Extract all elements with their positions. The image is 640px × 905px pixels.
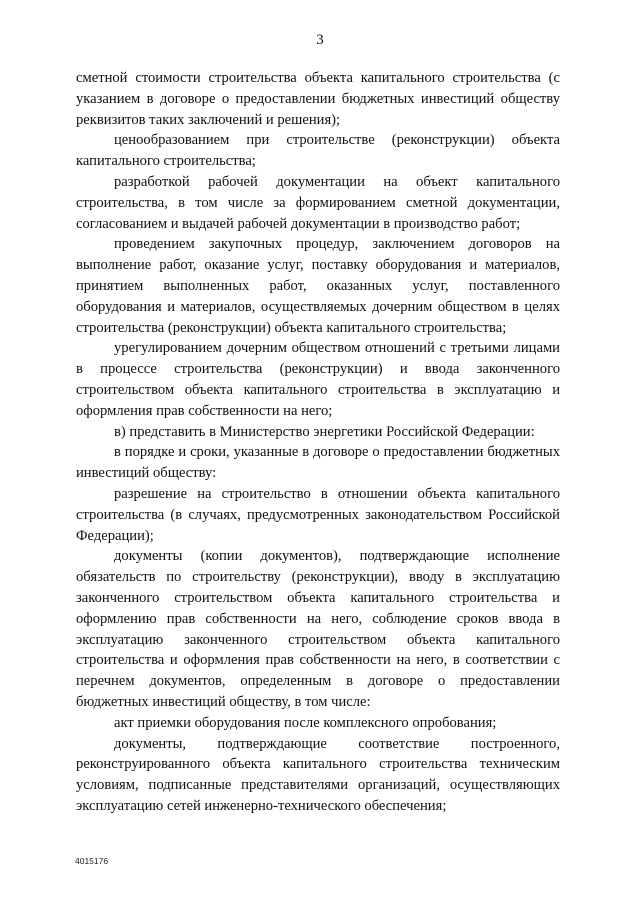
paragraph: сметной стоимости строительства объекта капитального строительства (с указанием в договоре о предоставлении бюджетных инвестиций обществу реквизитов таких заключений и решения); (76, 70, 560, 128)
paragraph: ценообразованием при строительстве (реконструкции) объекта капитального строительства; (76, 132, 560, 170)
paragraph: акт приемки оборудования после комплексного опробования; (114, 714, 497, 731)
paragraph: разрешение на строительство в отношении объекта капитального строительства (в случаях, предусмотренных законодательством Российской Федерации); (76, 485, 560, 544)
paragraph: в порядке и сроки, указанные в договоре о предоставлении бюджетных инвестиций обществу: (76, 444, 560, 482)
paragraph: разработкой рабочей документации на объект капитального строительства, в том числе за формированием сметной документации, согласованием и выдачей рабочей документации в производство работ; (76, 173, 560, 232)
paragraph: урегулированием дочерним обществом отношений с третьими лицами в процессе строительства (реконструкции) и ввода законченного строительством объекта капитального строительства в эксплуатацию и оформления прав собственности на него; (76, 340, 560, 419)
document-body (76, 68, 560, 817)
paragraph: документы (копии документов), подтверждающие исполнение обязательств по строительству (реконструкции), вводу в эксплуатацию законченного строительством объекта капитального строительства и оформлению прав собственности на него, соблюдение сроков ввода в эксплуатацию законченного строительством объекта капитального строительства и оформления прав собственности на него, в соответствии с перечнем документов, определенным в договоре о предоставлении бюджетных инвестиций обществу, в том числе: (76, 548, 560, 710)
page-number: 3 (316, 32, 324, 48)
paragraph: проведением закупочных процедур, заключением договоров на выполнение работ, оказание услуг, поставку оборудования и материалов, принятием выполненных работ, оказанных услуг, поставленного оборудования и материалов, осуществляемых дочерним обществом в целях строительства (реконструкции) объекта капитального строительства; (76, 236, 560, 336)
paragraph: в) представить в Министерство энергетики Российской Федерации: (114, 423, 535, 440)
document-code: 4015176 (75, 856, 109, 866)
paragraph: документы, подтверждающие соответствие построенного, реконструированного объекта капитального строительства техническим условиям, подписанные представителями организаций, осуществляющих эксплуатацию сетей инженерно-технического обеспечения; (76, 735, 560, 814)
